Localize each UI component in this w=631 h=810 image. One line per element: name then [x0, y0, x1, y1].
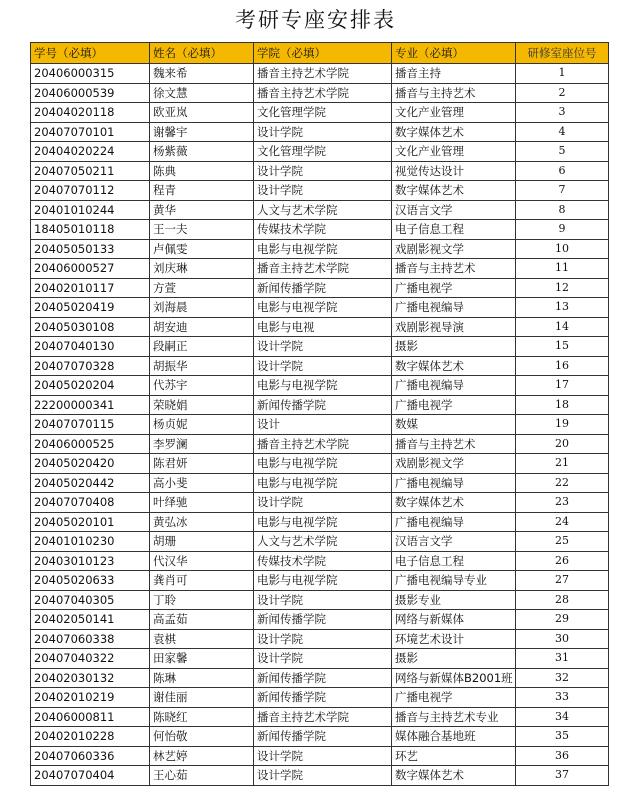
college-cell: 新闻传播学院 [254, 395, 392, 415]
table-row [31, 493, 609, 513]
major-cell: 播音与主持艺术 [392, 434, 516, 454]
table-row [31, 64, 609, 84]
college-cell: 文化管理学院 [254, 142, 392, 162]
table-row [31, 317, 609, 337]
seat-number-cell: 31 [516, 649, 609, 669]
table-row [31, 356, 609, 376]
major-cell: 视觉传达设计 [392, 161, 516, 181]
major-cell: 数字媒体艺术 [392, 181, 516, 201]
seat-number-cell: 18 [516, 395, 609, 415]
major-cell: 播音与主持艺术专业 [392, 707, 516, 727]
table-row [31, 668, 609, 688]
name-cell: 陈典 [150, 161, 254, 181]
college-cell: 播音主持艺术学院 [254, 434, 392, 454]
name-cell: 胡珊 [150, 532, 254, 552]
seat-number-cell: 34 [516, 707, 609, 727]
student-id-cell: 20405020420 [31, 454, 150, 474]
college-cell: 新闻传播学院 [254, 278, 392, 298]
table-row [31, 688, 609, 708]
student-id-cell: 20403010123 [31, 551, 150, 571]
seat-number-cell: 2 [516, 83, 609, 103]
college-cell: 新闻传播学院 [254, 610, 392, 630]
student-id-cell: 22200000341 [31, 395, 150, 415]
student-id-cell: 20406000811 [31, 707, 150, 727]
table-row [31, 181, 609, 201]
major-cell: 播音与主持艺术 [392, 83, 516, 103]
student-id-cell: 20402010219 [31, 688, 150, 708]
table-row [31, 649, 609, 669]
college-cell: 设计学院 [254, 161, 392, 181]
seat-number-cell: 4 [516, 122, 609, 142]
college-cell: 传媒技术学院 [254, 220, 392, 240]
table-row [31, 610, 609, 630]
major-cell: 广播电视编导 [392, 298, 516, 318]
major-cell: 广播电视学 [392, 688, 516, 708]
student-id-cell: 20407040322 [31, 649, 150, 669]
major-cell: 网络与新媒体 [392, 610, 516, 630]
name-cell: 程青 [150, 181, 254, 201]
major-cell: 数字媒体艺术 [392, 493, 516, 513]
major-cell: 数字媒体艺术 [392, 122, 516, 142]
seat-number-cell: 17 [516, 376, 609, 396]
student-id-cell: 20407070404 [31, 766, 150, 786]
name-cell: 陈君妍 [150, 454, 254, 474]
college-cell: 播音主持艺术学院 [254, 707, 392, 727]
seat-number-cell: 6 [516, 161, 609, 181]
major-cell: 广播电视编导 [392, 473, 516, 493]
seat-table [30, 42, 609, 786]
student-id-cell: 20407070112 [31, 181, 150, 201]
college-cell: 播音主持艺术学院 [254, 83, 392, 103]
name-cell: 王心茹 [150, 766, 254, 786]
major-cell: 数媒 [392, 415, 516, 435]
name-cell: 杨贞妮 [150, 415, 254, 435]
table-row [31, 395, 609, 415]
major-cell: 戏剧影视导演 [392, 317, 516, 337]
name-cell: 代苏宇 [150, 376, 254, 396]
table-row [31, 337, 609, 357]
seat-number-cell: 33 [516, 688, 609, 708]
table-row [31, 629, 609, 649]
name-cell: 李罗澜 [150, 434, 254, 454]
table-row [31, 161, 609, 181]
college-cell: 电影与电视学院 [254, 571, 392, 591]
name-cell: 叶绎驰 [150, 493, 254, 513]
name-cell: 王一夫 [150, 220, 254, 240]
name-cell: 高孟茹 [150, 610, 254, 630]
student-id-cell: 20407070408 [31, 493, 150, 513]
seat-number-cell: 28 [516, 590, 609, 610]
college-cell: 设计学院 [254, 649, 392, 669]
table-row [31, 746, 609, 766]
table-body [31, 64, 609, 786]
student-id-cell: 20407060336 [31, 746, 150, 766]
table-row [31, 103, 609, 123]
table-row [31, 220, 609, 240]
name-cell: 陈晓红 [150, 707, 254, 727]
name-cell: 胡安迪 [150, 317, 254, 337]
college-cell: 人文与艺术学院 [254, 200, 392, 220]
seat-number-cell: 19 [516, 415, 609, 435]
seat-number-cell: 7 [516, 181, 609, 201]
student-id-cell: 20405050133 [31, 239, 150, 259]
table-row [31, 415, 609, 435]
college-cell: 设计学院 [254, 629, 392, 649]
seat-number-cell: 26 [516, 551, 609, 571]
seat-number-cell: 20 [516, 434, 609, 454]
name-cell: 杨紫薇 [150, 142, 254, 162]
table-row [31, 532, 609, 552]
student-id-cell: 20407070328 [31, 356, 150, 376]
college-cell: 设计学院 [254, 181, 392, 201]
header-name: 姓名（必填） [150, 43, 254, 64]
name-cell: 林艺婷 [150, 746, 254, 766]
major-cell: 文化产业管理 [392, 103, 516, 123]
table-row [31, 83, 609, 103]
student-id-cell: 20405030108 [31, 317, 150, 337]
seat-number-cell: 15 [516, 337, 609, 357]
student-id-cell: 20406000539 [31, 83, 150, 103]
student-id-cell: 20406000525 [31, 434, 150, 454]
name-cell: 魏来希 [150, 64, 254, 84]
college-cell: 电影与电视学院 [254, 454, 392, 474]
seat-number-cell: 29 [516, 610, 609, 630]
college-cell: 设计学院 [254, 337, 392, 357]
seat-number-cell: 8 [516, 200, 609, 220]
college-cell: 电影与电视 [254, 317, 392, 337]
student-id-cell: 20405020101 [31, 512, 150, 532]
seat-number-cell: 21 [516, 454, 609, 474]
name-cell: 刘海晨 [150, 298, 254, 318]
student-id-cell: 20402030132 [31, 668, 150, 688]
college-cell: 播音主持艺术学院 [254, 64, 392, 84]
student-id-cell: 20407040305 [31, 590, 150, 610]
table-row [31, 551, 609, 571]
college-cell: 设计学院 [254, 493, 392, 513]
major-cell: 环艺 [392, 746, 516, 766]
table-row [31, 454, 609, 474]
college-cell: 电影与电视学院 [254, 512, 392, 532]
student-id-cell: 20407050211 [31, 161, 150, 181]
seat-number-cell: 24 [516, 512, 609, 532]
table-row [31, 376, 609, 396]
seat-number-cell: 35 [516, 727, 609, 747]
major-cell: 播音与主持艺术 [392, 259, 516, 279]
name-cell: 黄华 [150, 200, 254, 220]
major-cell: 戏剧影视文学 [392, 239, 516, 259]
name-cell: 谢佳丽 [150, 688, 254, 708]
college-cell: 设计学院 [254, 356, 392, 376]
table-row [31, 473, 609, 493]
seat-number-cell: 30 [516, 629, 609, 649]
header-seat-number: 研修室座位号 [516, 43, 609, 64]
seat-number-cell: 36 [516, 746, 609, 766]
college-cell: 播音主持艺术学院 [254, 259, 392, 279]
major-cell: 数字媒体艺术 [392, 766, 516, 786]
major-cell: 摄影 [392, 337, 516, 357]
college-cell: 传媒技术学院 [254, 551, 392, 571]
table-row [31, 707, 609, 727]
page-title: 考研专座安排表 [235, 8, 396, 32]
name-cell: 谢馨宇 [150, 122, 254, 142]
student-id-cell: 20405020442 [31, 473, 150, 493]
name-cell: 胡振华 [150, 356, 254, 376]
seat-number-cell: 22 [516, 473, 609, 493]
table-row [31, 766, 609, 786]
major-cell: 文化产业管理 [392, 142, 516, 162]
table-row [31, 200, 609, 220]
major-cell: 汉语言文学 [392, 532, 516, 552]
name-cell: 徐文慧 [150, 83, 254, 103]
name-cell: 袁棋 [150, 629, 254, 649]
student-id-cell: 20407040130 [31, 337, 150, 357]
major-cell: 广播电视学 [392, 278, 516, 298]
major-cell: 广播电视学 [392, 395, 516, 415]
seat-number-cell: 27 [516, 571, 609, 591]
table-row [31, 512, 609, 532]
table-row [31, 259, 609, 279]
header-major: 专业（必填） [392, 43, 516, 64]
major-cell: 环境艺术设计 [392, 629, 516, 649]
student-id-cell: 20405020419 [31, 298, 150, 318]
college-cell: 电影与电视学院 [254, 376, 392, 396]
student-id-cell: 20404020224 [31, 142, 150, 162]
table-row [31, 239, 609, 259]
college-cell: 设计学院 [254, 766, 392, 786]
seat-number-cell: 5 [516, 142, 609, 162]
major-cell: 汉语言文学 [392, 200, 516, 220]
seat-number-cell: 14 [516, 317, 609, 337]
college-cell: 新闻传播学院 [254, 668, 392, 688]
college-cell: 设计学院 [254, 746, 392, 766]
major-cell: 摄影 [392, 649, 516, 669]
name-cell: 卢佩雯 [150, 239, 254, 259]
major-cell: 播音主持 [392, 64, 516, 84]
college-cell: 设计学院 [254, 122, 392, 142]
college-cell: 人文与艺术学院 [254, 532, 392, 552]
student-id-cell: 20401010230 [31, 532, 150, 552]
header-college: 学院（必填） [254, 43, 392, 64]
college-cell: 设计 [254, 415, 392, 435]
student-id-cell: 20407060338 [31, 629, 150, 649]
college-cell: 新闻传播学院 [254, 727, 392, 747]
major-cell: 电子信息工程 [392, 551, 516, 571]
student-id-cell: 20405020204 [31, 376, 150, 396]
student-id-cell: 20402010228 [31, 727, 150, 747]
seat-number-cell: 23 [516, 493, 609, 513]
college-cell: 电影与电视学院 [254, 473, 392, 493]
college-cell: 设计学院 [254, 590, 392, 610]
table-header-row [31, 43, 609, 64]
college-cell: 电影与电视学院 [254, 239, 392, 259]
name-cell: 刘庆琳 [150, 259, 254, 279]
major-cell: 广播电视编导 [392, 512, 516, 532]
major-cell: 数字媒体艺术 [392, 356, 516, 376]
table-row [31, 278, 609, 298]
table-row [31, 590, 609, 610]
major-cell: 戏剧影视文学 [392, 454, 516, 474]
student-id-cell: 20406000315 [31, 64, 150, 84]
name-cell: 荣晓娟 [150, 395, 254, 415]
seat-number-cell: 3 [516, 103, 609, 123]
name-cell: 田家馨 [150, 649, 254, 669]
table-row [31, 298, 609, 318]
student-id-cell: 20402010117 [31, 278, 150, 298]
table-row [31, 434, 609, 454]
seat-number-cell: 16 [516, 356, 609, 376]
college-cell: 文化管理学院 [254, 103, 392, 123]
student-id-cell: 20407070115 [31, 415, 150, 435]
name-cell: 段嗣正 [150, 337, 254, 357]
name-cell: 黄弘冰 [150, 512, 254, 532]
seat-number-cell: 1 [516, 64, 609, 84]
student-id-cell: 20407070101 [31, 122, 150, 142]
table-row [31, 571, 609, 591]
student-id-cell: 20406000527 [31, 259, 150, 279]
seat-number-cell: 9 [516, 220, 609, 240]
seat-number-cell: 37 [516, 766, 609, 786]
student-id-cell: 18405010118 [31, 220, 150, 240]
name-cell: 陈琳 [150, 668, 254, 688]
name-cell: 方萱 [150, 278, 254, 298]
major-cell: 广播电视编导专业 [392, 571, 516, 591]
table-row [31, 727, 609, 747]
major-cell: 广播电视编导 [392, 376, 516, 396]
header-student-id: 学号（必填） [31, 43, 150, 64]
student-id-cell: 20404020118 [31, 103, 150, 123]
name-cell: 代汉华 [150, 551, 254, 571]
seat-number-cell: 12 [516, 278, 609, 298]
seat-number-cell: 10 [516, 239, 609, 259]
college-cell: 电影与电视学院 [254, 298, 392, 318]
name-cell: 何怡敬 [150, 727, 254, 747]
name-cell: 龚肖可 [150, 571, 254, 591]
name-cell: 欧亚岚 [150, 103, 254, 123]
major-cell: 媒体融合基地班 [392, 727, 516, 747]
table-row [31, 122, 609, 142]
major-cell: 网络与新媒体B2001班 [392, 668, 516, 688]
seat-number-cell: 32 [516, 668, 609, 688]
student-id-cell: 20405020633 [31, 571, 150, 591]
seat-number-cell: 25 [516, 532, 609, 552]
name-cell: 高小斐 [150, 473, 254, 493]
seat-number-cell: 13 [516, 298, 609, 318]
major-cell: 摄影专业 [392, 590, 516, 610]
student-id-cell: 20402050141 [31, 610, 150, 630]
seat-number-cell: 11 [516, 259, 609, 279]
table-row [31, 142, 609, 162]
college-cell: 新闻传播学院 [254, 688, 392, 708]
major-cell: 电子信息工程 [392, 220, 516, 240]
name-cell: 丁聆 [150, 590, 254, 610]
student-id-cell: 20401010244 [31, 200, 150, 220]
